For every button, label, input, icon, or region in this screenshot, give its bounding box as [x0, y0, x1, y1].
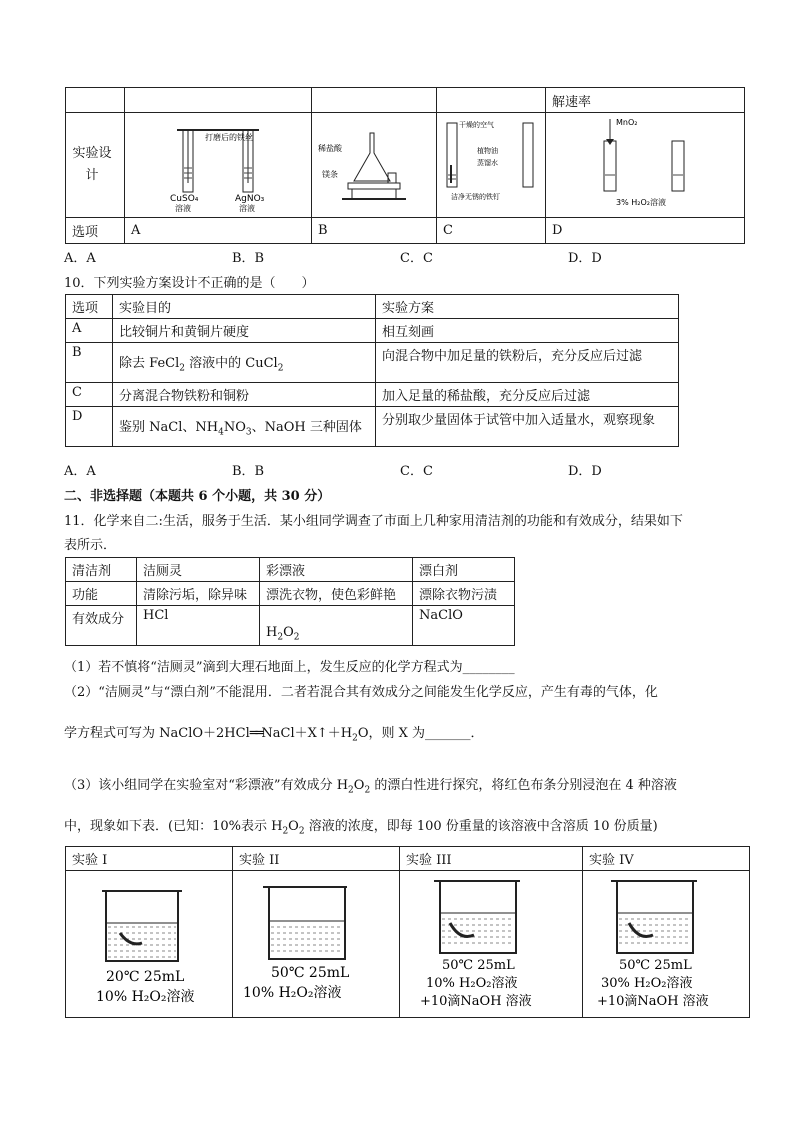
q11-intro-line1: 11．化学来自二:生活，服务于生活．某小组同学调查了市面上几种家用清洁剂的功能和有效成分，结果如下 — [64, 514, 683, 529]
q9-answer-c[interactable]: C．C — [400, 251, 433, 266]
q11-comp: NaClO — [413, 606, 515, 646]
q9-header-last: 解速率 — [546, 88, 745, 113]
svg-text:10% H₂O₂溶液: 10% H₂O₂溶液 — [96, 989, 195, 1005]
q9-image-d — [546, 113, 745, 218]
svg-text:镁条: 镁条 — [322, 170, 338, 179]
q9-option-b: B — [312, 218, 437, 244]
q11-func: 漂洗衣物，使色彩鲜艳 — [260, 582, 413, 606]
q9-image-c — [437, 113, 546, 218]
svg-text:50℃ 25mL: 50℃ 25mL — [619, 958, 692, 973]
q11-intro-line2: 表所示． — [64, 538, 117, 553]
q10-opt: C — [66, 383, 113, 407]
q10-header-plan: 实验方案 — [376, 295, 679, 319]
exp-header-2: 实验 II — [233, 847, 400, 871]
q10-plan: 向混合物中加足量的铁粉后，充分反应后过滤 — [376, 343, 679, 383]
q10-stem: 10．下列实验方案设计不正确的是（ ） — [64, 276, 315, 291]
q9-image-b — [312, 113, 437, 218]
svg-text:50℃ 25mL: 50℃ 25mL — [271, 965, 350, 981]
q9-row-label-option: 选项 — [66, 218, 125, 244]
q9-header-empty — [66, 88, 125, 113]
svg-text:+10滴NaOH 溶液: +10滴NaOH 溶液 — [597, 994, 709, 1009]
q11-func: 功能 — [66, 582, 137, 606]
exp-header-3: 实验 III — [400, 847, 583, 871]
test-tubes-diagram — [125, 113, 311, 213]
q10-answer-c[interactable]: C．C — [400, 464, 433, 479]
q9-header-empty — [437, 88, 546, 113]
q9-answer-d[interactable]: D．D — [568, 251, 602, 266]
svg-text:3% H₂O₂溶液: 3% H₂O₂溶液 — [616, 198, 666, 207]
q10-answer-a[interactable]: A．A — [64, 464, 96, 479]
q10-answer-d[interactable]: D．D — [568, 464, 602, 479]
q9-header-empty — [312, 88, 437, 113]
q11-part2-line2: 学方程式可写为 $NaClO+2HCl══NaCl+X↑+H_2O$，则 X 为_______． — [64, 726, 484, 744]
q9-option-a: A — [125, 218, 312, 244]
q9-table — [65, 87, 745, 244]
section-title: 二、非选择题（本题共 6 个小题，共 30 分） — [64, 489, 331, 504]
svg-text:10% H₂O₂溶液: 10% H₂O₂溶液 — [426, 976, 518, 991]
q10-header-option: 选项 — [66, 295, 113, 319]
svg-text:溶液: 溶液 — [175, 204, 191, 213]
svg-text:洁净无锈的铁钉: 洁净无锈的铁钉 — [451, 193, 500, 201]
svg-text:稀盐酸: 稀盐酸 — [318, 144, 342, 153]
iron-nail-rust-diagram — [437, 113, 545, 213]
q11-comp: HCl — [137, 606, 260, 646]
exp-cell-3 — [400, 871, 583, 1018]
svg-text:蒸馏水: 蒸馏水 — [477, 159, 498, 167]
svg-text:CuSO₄: CuSO₄ — [170, 194, 199, 204]
q9-option-c: C — [437, 218, 546, 244]
q9-answer-b[interactable]: B．B — [232, 251, 265, 266]
svg-text:50℃ 25mL: 50℃ 25mL — [442, 958, 515, 973]
beaker-diagram — [233, 871, 399, 1013]
beaker-diagram — [400, 871, 582, 1013]
svg-text:+10滴NaOH 溶液: +10滴NaOH 溶液 — [420, 994, 532, 1009]
svg-text:植物油: 植物油 — [477, 147, 498, 155]
q9-row-label-design: 实验设计 — [66, 113, 125, 218]
q9-option-d: D — [546, 218, 745, 244]
q10-opt: D — [66, 407, 113, 447]
q11-th: 洁厕灵 — [137, 558, 260, 582]
q11-th: 清洁剂 — [66, 558, 137, 582]
svg-text:AgNO₃: AgNO₃ — [235, 194, 265, 204]
q9-header-empty — [125, 88, 312, 113]
svg-text:溶液: 溶液 — [239, 204, 255, 213]
exp-cell-1 — [66, 871, 233, 1018]
beaker-diagram — [66, 871, 232, 1013]
q10-goal: 鉴别 NaCl、$NH_4NO_3$、NaOH 三种固体 — [113, 407, 376, 447]
svg-text:20℃ 25mL: 20℃ 25mL — [106, 969, 185, 985]
q10-goal: 除去 FeCl$_2$ 溶液中的 CuCl$_2$ — [113, 343, 376, 383]
q11-comp: $H_2O_2$ — [260, 606, 413, 646]
svg-text:30% H₂O₂溶液: 30% H₂O₂溶液 — [601, 976, 693, 991]
svg-text:干燥的空气: 干燥的空气 — [459, 121, 494, 129]
q10-goal: 比较铜片和黄铜片硬度 — [113, 319, 376, 343]
q10-plan: 分别取少量固体于试管中加入适量水，观察现象 — [376, 407, 679, 447]
q11-cleaner-table — [65, 557, 515, 646]
exp-cell-2 — [233, 871, 400, 1018]
mno2-test-tubes-diagram — [546, 113, 736, 213]
beaker-diagram — [583, 871, 749, 1013]
q10-header-goal: 实验目的 — [113, 295, 376, 319]
q11-part2-line1: （2）“洁厕灵”与“漂白剂”不能混用．二者若混合其有效成分之间能发生化学反应，产生有毒的气体，化 — [64, 685, 658, 700]
svg-text:MnO₂: MnO₂ — [616, 118, 638, 127]
exp-cell-4 — [583, 871, 750, 1018]
q11-func: 清除污垢，除异味 — [137, 582, 260, 606]
q10-goal: 分离混合物铁粉和铜粉 — [113, 383, 376, 407]
q11-th: 彩漂液 — [260, 558, 413, 582]
label-iron-wire: 打磨后的铁丝 — [205, 133, 253, 142]
q11-part3-line2: 中，现象如下表．(已知：10%表示 $H_2O_2$ 溶液的浓度，即每 100 份重量的该溶液中含溶质 10 份质量) — [64, 819, 658, 837]
q11-part3-line1: （3）该小组同学在实验室对“彩漂液”有效成分 $H_2O_2$ 的漂白性进行探究，将红色布条分别浸泡在 4 种溶液 — [64, 778, 677, 796]
q10-opt: B — [66, 343, 113, 383]
q11-comp-label: 有效成分 — [66, 606, 137, 646]
q11-func: 漂除衣物污渍 — [413, 582, 515, 606]
q11-part1: （1）若不慎将“洁厕灵”滴到大理石地面上，发生反应的化学方程式为________ — [64, 660, 515, 675]
exp-header-1: 实验 I — [66, 847, 233, 871]
q9-image-a — [125, 113, 312, 218]
q11-th: 漂白剂 — [413, 558, 515, 582]
q10-answer-b[interactable]: B．B — [232, 464, 265, 479]
exp-header-4: 实验 IV — [583, 847, 750, 871]
q10-plan: 加入足量的稀盐酸，充分反应后过滤 — [376, 383, 679, 407]
q11-experiment-table — [65, 846, 750, 1018]
q9-answer-a[interactable]: A．A — [64, 251, 96, 266]
q10-opt: A — [66, 319, 113, 343]
q10-table — [65, 294, 679, 447]
q10-plan: 相互刻画 — [376, 319, 679, 343]
flask-balance-diagram — [312, 113, 436, 213]
svg-text:10% H₂O₂溶液: 10% H₂O₂溶液 — [243, 985, 342, 1001]
